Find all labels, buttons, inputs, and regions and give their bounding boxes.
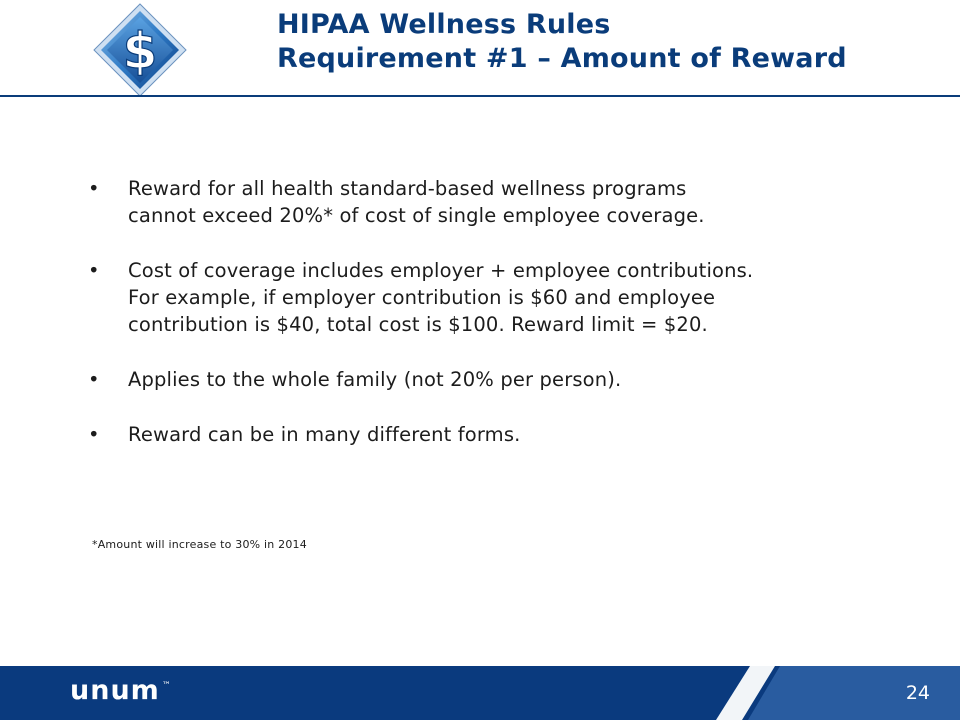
bullet-line: Reward for all health standard-based wellness programs [128,177,687,200]
footer-bar [0,666,960,720]
page-number: 24 [905,682,930,704]
bullet-reward-limit [88,175,908,229]
bullet-line: Cost of coverage includes employer + employee contributions. [128,259,754,282]
header-divider [0,95,960,97]
bullet-cost-of-coverage [88,257,908,338]
brand-name: unum [70,675,160,706]
bullet-line: For example, if employer contribution is $60 and employee [128,286,716,309]
bullet-line: Reward can be in many different forms. [128,423,521,446]
title-line-2: Requirement #1 – Amount of Reward [277,43,847,74]
dollar-icon [92,2,188,98]
bullet-dot: • [88,177,100,200]
title-line-1: HIPAA Wellness Rules [277,9,611,40]
bullet-reward-forms [88,421,908,448]
footnote: *Amount will increase to 30% in 2014 [92,538,307,551]
dollar-symbol: $ [122,22,158,80]
bullet-list [88,175,908,476]
bullet-whole-family [88,366,908,393]
bullet-dot: • [88,259,100,282]
bullet-line: contribution is $40, total cost is $100. Reward limit = $20. [128,313,708,336]
bullet-dot: • [88,423,100,446]
trademark: ™ [161,681,172,691]
bullet-dot: • [88,368,100,391]
bullet-line: cannot exceed 20%* of cost of single employee coverage. [128,204,705,227]
slide-title [277,8,847,76]
bullet-line: Applies to the whole family (not 20% per person). [128,368,622,391]
unum-logo [70,675,172,706]
dollar-diamond-logo [92,2,188,98]
